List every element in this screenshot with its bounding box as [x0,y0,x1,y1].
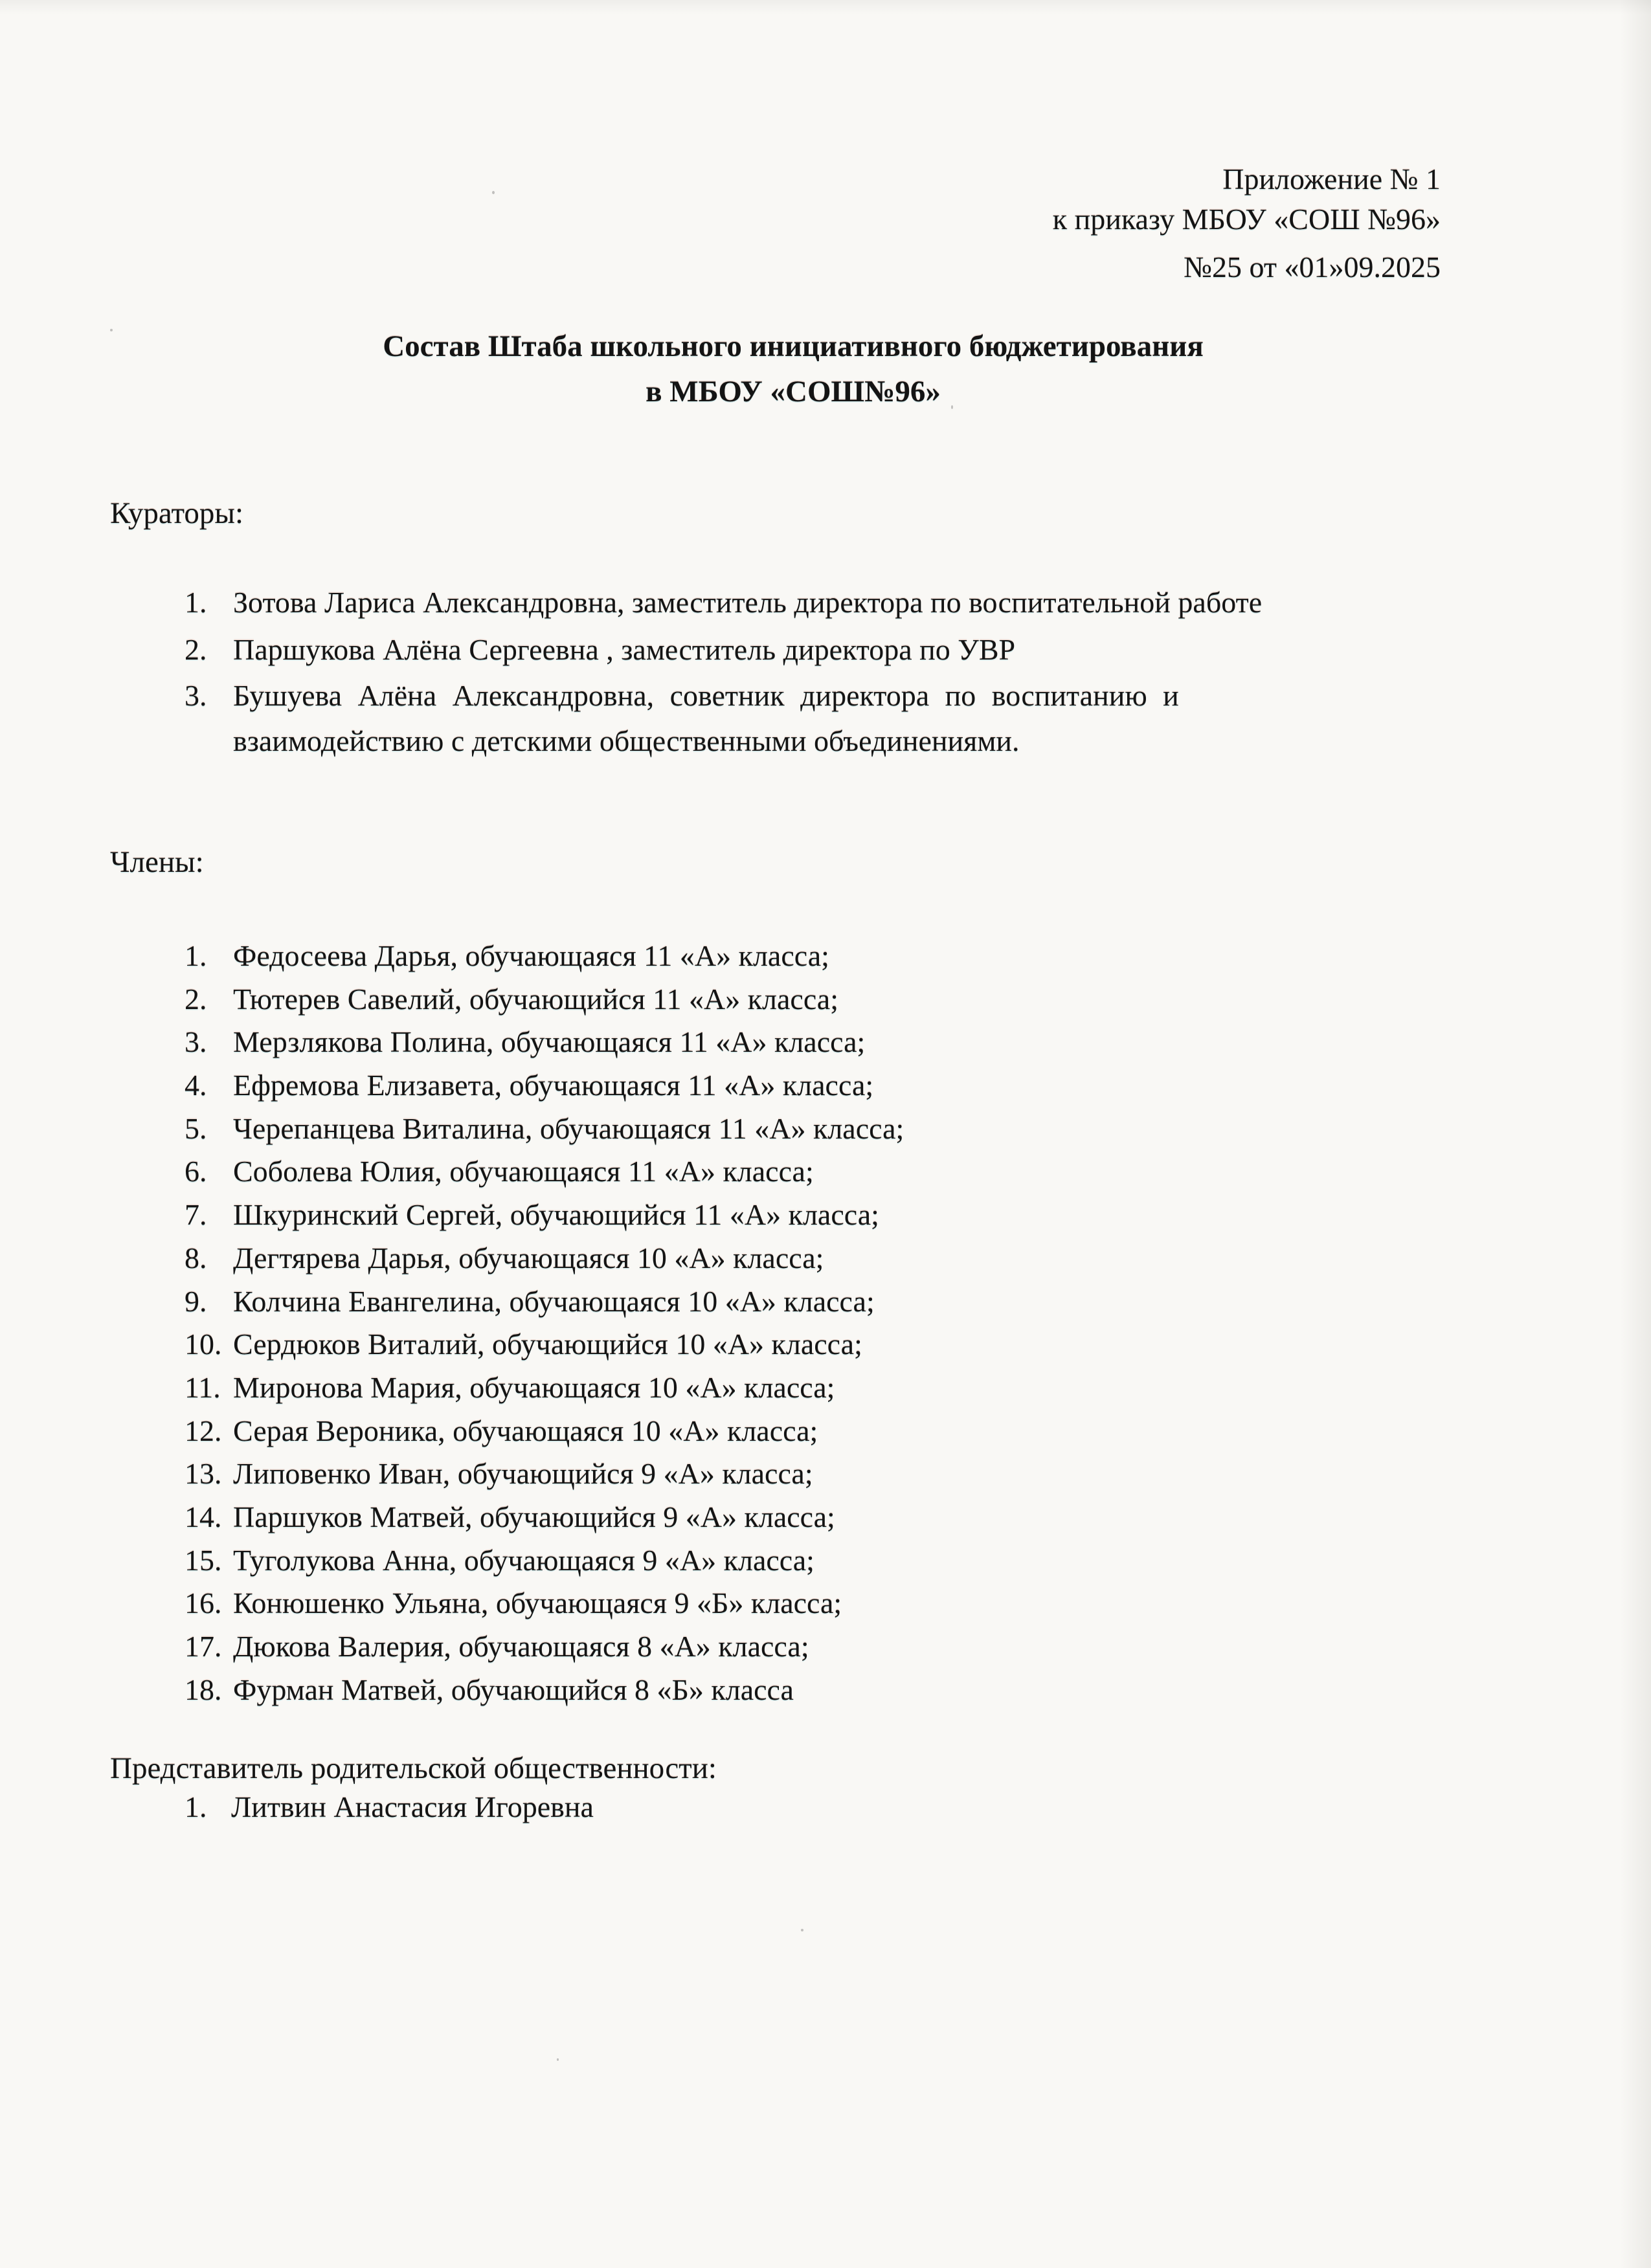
item-text: Тютерев Савелий, обучающийся 11 «А» класса; [233,982,839,1016]
item-number: 2. [185,982,207,1016]
curator-list-item [185,579,1499,626]
item-number: 3. [185,1025,207,1059]
item-text-line-2: взаимодействию с детскими общественными объединениями. [233,724,1020,757]
appendix-header [1053,159,1441,287]
member-list-item [185,1366,904,1410]
item-text: Соболева Юлия, обучающаяся 11 «А» класса; [233,1155,814,1188]
member-list-item [185,1323,904,1366]
item-number: 12. [185,1414,222,1447]
item-number: 14. [185,1500,222,1533]
member-list-item [185,1194,904,1237]
title-line-1: Состав Штаба школьного инициативного бюджетирования [383,329,1204,363]
member-list-item [185,1237,904,1280]
item-number: 8. [185,1241,207,1274]
item-number: 1. [185,586,207,619]
scan-speck [557,2058,559,2061]
appendix-number-line: Приложение № 1 [1222,162,1441,195]
item-text: Зотова Лариса Александровна, заместитель директора по воспитательной работе [233,586,1263,619]
order-number-date-line: №25 от «01»09.2025 [1184,250,1441,284]
scan-edge-shading-right [1620,0,1651,2268]
item-text: Паршукова Алёна Сергеевна , заместитель директора по УВР [233,633,1016,666]
item-text: Миронова Мария, обучающаяся 10 «А» класса; [233,1370,835,1404]
item-number: 11. [185,1370,221,1404]
item-text: Липовенко Иван, обучающийся 9 «А» класса; [233,1457,813,1491]
member-list-item [185,1280,904,1324]
item-text: Конюшенко Ульяна, обучающаяся 9 «Б» класса; [233,1586,842,1620]
member-list-item [185,1496,904,1539]
curator-list-item [185,626,1499,673]
item-text: Фурман Матвей, обучающийся 8 «Б» класса [233,1673,794,1706]
parent-representative-heading: Представитель родительской общественности: [110,1751,717,1785]
item-text-line-1: Бушуева Алёна Александровна, советник директора по воспитанию и [233,679,1179,712]
item-text: Дегтярева Дарья, обучающаяся 10 «А» класса; [233,1241,824,1274]
item-text: Туголукова Анна, обучающаяся 9 «А» класса; [233,1543,814,1577]
item-number: 7. [185,1198,207,1232]
member-list-item [185,1150,904,1194]
item-number: 2. [185,633,207,666]
scan-speck [801,1929,803,1931]
member-list-item [185,1625,904,1669]
member-list-item [185,1064,904,1107]
item-text: Литвин Анастасия Игоревна [231,1790,594,1823]
item-number: 5. [185,1111,207,1145]
item-text: Черепанцева Виталина, обучающаяся 11 «А» класса; [233,1111,904,1145]
title-line-2: в МБОУ «СОШ№96» [646,375,941,408]
curators-list [185,579,1499,764]
member-list-item [185,978,904,1021]
curator-list-item [185,673,1499,764]
members-heading: Члены: [110,845,204,879]
item-number: 1. [185,939,207,972]
member-list-item [185,1021,904,1064]
member-list-item [185,1669,904,1712]
member-list-item [185,1107,904,1151]
parent-representative-list [185,1788,594,1827]
item-text: Шкуринский Сергей, обучающийся 11 «А» класса; [233,1198,879,1232]
member-list-item [185,1410,904,1453]
item-number: 1. [185,1790,207,1823]
member-list-item [185,1539,904,1583]
curators-heading: Кураторы: [110,496,244,530]
item-text: Ефремова Елизавета, обучающаяся 11 «А» класса; [233,1069,874,1102]
item-number: 10. [185,1328,222,1361]
item-number: 15. [185,1543,222,1577]
item-number: 17. [185,1630,222,1663]
item-text: Колчина Евангелина, обучающаяся 10 «А» класса; [233,1284,875,1318]
members-list [185,935,904,1711]
item-text: Федосеева Дарья, обучающаяся 11 «А» класса; [233,939,829,972]
order-reference-line: к приказу МБОУ «СОШ №96» [1052,203,1441,236]
item-text: Серая Вероника, обучающаяся 10 «А» класса; [233,1414,818,1447]
scan-speck [110,329,113,331]
member-list-item [185,935,904,978]
item-number: 16. [185,1586,222,1620]
document-title [110,324,1476,414]
item-text: Мерзлякова Полина, обучающаяся 11 «А» класса; [233,1025,866,1059]
item-number: 3. [185,679,207,712]
item-number: 13. [185,1457,222,1491]
scan-speck [951,405,953,409]
scan-speck [492,191,495,194]
item-number: 4. [185,1069,207,1102]
scan-speck [259,696,262,698]
member-list-item [185,1582,904,1625]
item-number: 6. [185,1155,207,1188]
item-number: 9. [185,1284,207,1318]
item-number: 18. [185,1673,222,1706]
item-text: Дюкова Валерия, обучающаяся 8 «А» класса; [233,1630,809,1663]
scan-edge-shading-top [0,0,1651,14]
item-text: Сердюков Виталий, обучающийся 10 «А» класса; [233,1328,862,1361]
item-text [233,673,1499,764]
member-list-item [185,1452,904,1496]
parent-representative-item [185,1788,594,1827]
item-text: Паршуков Матвей, обучающийся 9 «А» класса; [233,1500,835,1533]
